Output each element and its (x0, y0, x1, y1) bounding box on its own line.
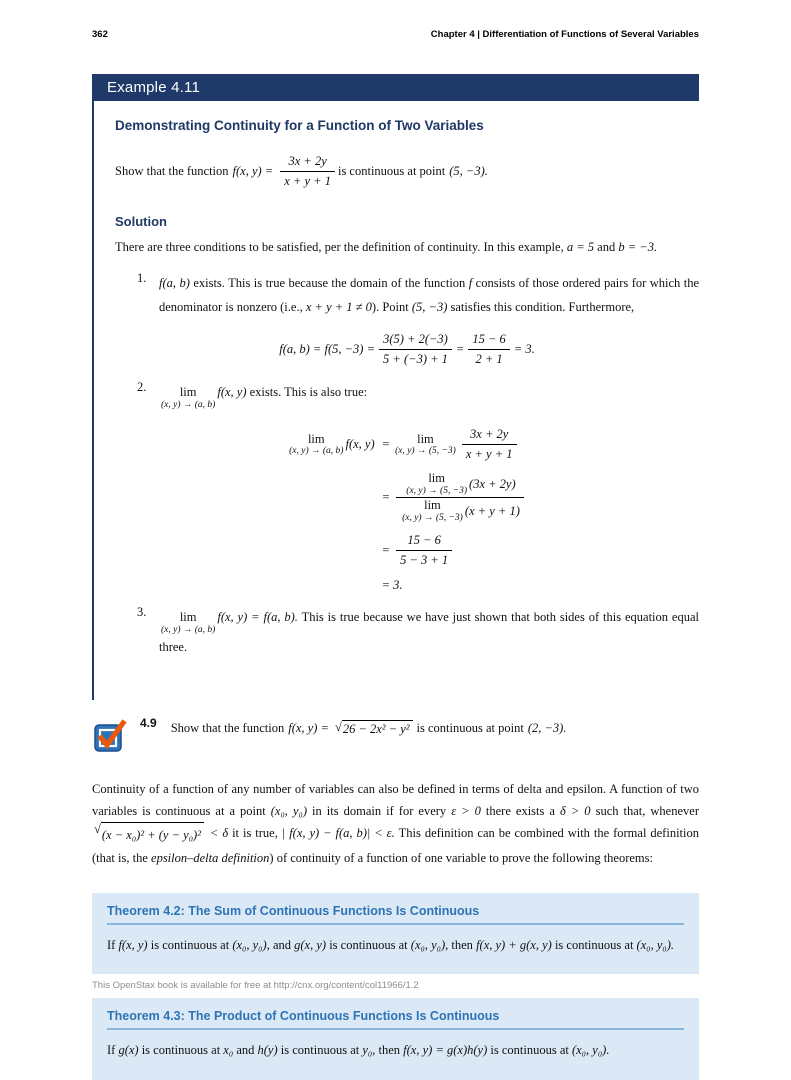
math-run: f(x, y) (118, 937, 148, 952)
text-run: satisfies this condition. Furthermore, (447, 300, 635, 314)
intro-text: is continuous at point (337, 163, 446, 178)
equation-fraction (462, 426, 517, 463)
text-run: consists of those ordered pairs for which the denominator is nonzero (i.e., (159, 275, 700, 314)
math-run: < δ (205, 826, 233, 841)
text-run: This definition can be combined with the formal definition (that is, the (92, 826, 699, 865)
limit-word: lim (424, 498, 441, 513)
intro-text: Show that the function (115, 163, 229, 178)
radical-sign: √ (334, 719, 342, 734)
theorem-title: Theorem 4.2: The Sum of Continuous Functions Is Continuous (107, 904, 684, 925)
limit-subscript: (x, y) → (a, b) (161, 399, 216, 410)
intro-point: (5, −3). (449, 163, 488, 178)
equation-result: = 3. (381, 578, 403, 593)
text-run: exists. This is also true: (246, 385, 368, 400)
intro-function: f(x, y) = (232, 163, 274, 178)
equation-fraction (379, 331, 452, 368)
math-run: ε > 0 (451, 804, 481, 818)
limit-subscript: (x, y) → (5, −3) (406, 485, 468, 496)
item-number: 2. (137, 380, 147, 395)
equation-fraction (396, 532, 452, 569)
item-number: 1. (137, 270, 147, 285)
math-run: f(x, y) (217, 385, 247, 400)
item-text (159, 271, 699, 320)
item-number: 3. (137, 605, 147, 620)
text-run: There are three conditions to be satisfied, per the definition of continuity. In this example, (115, 239, 567, 254)
text-run: Show that the function (170, 720, 285, 735)
equation-right-side (382, 472, 527, 523)
equals-sign: = (381, 543, 391, 558)
page-header (92, 29, 699, 40)
example-banner: Example 4.11 (92, 74, 699, 101)
fraction-numerator: 3x + 2y (280, 153, 335, 172)
limit-word: lim (179, 610, 197, 625)
text-run: and (269, 937, 295, 952)
page-content (92, 74, 699, 1080)
text-run: ) of continuity of a function of one variable to prove the following theorems: (269, 850, 653, 865)
text-run: ). Point (371, 300, 412, 314)
math-run: h(y) (257, 1043, 278, 1058)
fraction-numerator: 3x + 2y (462, 426, 517, 445)
math-run: f(x, y) = (288, 720, 329, 735)
math-run: b = −3. (618, 239, 658, 254)
math-run: (5, −3) (411, 300, 448, 314)
example-title: Demonstrating Continuity for a Function of Two Variables (115, 118, 484, 133)
fraction-numerator (396, 472, 524, 498)
text-run: is continuous at (277, 1043, 363, 1058)
solution-heading: Solution (115, 213, 167, 229)
math-run: f(x, y) = g(x)h(y) (403, 1043, 488, 1058)
math-run: x + y + 1 ≠ 0 (305, 300, 372, 314)
checkpoint-checkbox-icon (92, 718, 128, 754)
limit-word: lim (417, 431, 434, 446)
text-run: is continuous at (487, 1043, 572, 1058)
math-run: f(x, y) (345, 437, 375, 452)
math-run: (2, −3). (527, 720, 567, 735)
text-run: is continuous at point (416, 720, 524, 735)
equals-sign: = (381, 437, 391, 452)
theorem-box-4-2 (92, 893, 699, 975)
fraction-numerator: 15 − 6 (468, 331, 509, 350)
checkpoint-text (171, 720, 571, 737)
fraction-numerator: 15 − 6 (396, 532, 452, 551)
equation-right-side (382, 532, 456, 569)
limit-word: lim (428, 471, 445, 486)
fraction-denominator: 5 + (−3) + 1 (383, 352, 448, 367)
text-run: exists. This is true because the domain of the function (189, 275, 469, 290)
example-body (92, 101, 699, 700)
example-intro (115, 153, 699, 190)
text-run: is continuous at (326, 937, 411, 952)
limit-subscript: (x, y) → (a, b) (289, 446, 344, 457)
limit-equation-block (115, 426, 699, 593)
math-run: f(x, y) = f(a, b). (217, 610, 298, 625)
math-run: f (468, 275, 473, 290)
text-run: then (448, 937, 477, 952)
text-run: This is true because we have just shown that both sides of this equation equal three. (159, 610, 699, 655)
text-run: is continuous at (147, 937, 233, 952)
limit-word: lim (307, 431, 325, 446)
theorem-body (107, 933, 684, 959)
math-run: δ > 0 (559, 804, 591, 818)
item-text (159, 380, 699, 410)
math-run: x₀ (223, 1043, 234, 1058)
limit-stack (402, 499, 463, 523)
equation-fraction (468, 331, 509, 368)
fraction-denominator: 2 + 1 (475, 352, 503, 367)
math-run: (3x + 2y) (469, 476, 516, 491)
fraction-denominator: x + y + 1 (465, 447, 513, 462)
fraction-denominator: 5 − 3 + 1 (400, 553, 449, 568)
item-text (159, 605, 699, 660)
equals-sign: = (455, 342, 465, 357)
limit-stack (161, 611, 215, 635)
page-footer: This OpenStax book is available for free at http://cnx.org/content/col11966/1.2 (92, 980, 419, 991)
equation-rhs: = 3. (513, 342, 535, 357)
limit-subscript: (x, y) → (5, −3) (395, 446, 456, 457)
math-run: (x₀, y₀). (636, 937, 675, 952)
chapter-title: Chapter 4 | Differentiation of Functions of Several Variables (430, 29, 699, 40)
text-run: in its domain if for every (307, 804, 452, 818)
math-run: f(a, b) (159, 275, 190, 290)
math-run: a = 5 (566, 239, 595, 254)
solution-intro (115, 237, 699, 259)
math-run: (x₀, y₀) (270, 804, 308, 818)
equation-lhs: f(a, b) = f(5, −3) = (279, 342, 376, 357)
radicand: 26 − 2x² − y² (342, 720, 413, 737)
math-run: f(x, y) + g(x, y) (476, 937, 552, 952)
limit-stack (395, 433, 456, 457)
math-run: (x₀, y₀). (571, 1043, 610, 1058)
text-run: Continuity of a function of any number of variables can also be defined in terms of delta and epsilon. A function of two variables is continuous at a point (92, 781, 699, 818)
math-run: (x + y + 1) (464, 503, 520, 518)
text-run: If (107, 937, 119, 952)
epsilon-delta-paragraph (92, 778, 699, 869)
limit-subscript: (x, y) → (5, −3) (402, 513, 463, 523)
italic-term: epsilon–delta definition (151, 850, 270, 865)
page-number: 362 (92, 29, 108, 40)
math-run: g(x, y) (294, 937, 327, 952)
text-run: is continuous at (551, 937, 637, 952)
limit-stack (161, 386, 215, 410)
equation-left-side (287, 433, 375, 457)
math-run: g(x) (118, 1043, 139, 1058)
text-run: there exists a (480, 804, 560, 818)
math-run: y₀, (362, 1043, 376, 1058)
equation-fab (115, 331, 699, 368)
equation-right-side (382, 426, 520, 463)
limit-word: lim (179, 385, 197, 400)
math-run: | f(x, y) − f(a, b)| < ε. (281, 826, 395, 841)
fraction-denominator: x + y + 1 (284, 173, 331, 188)
intro-fraction (280, 153, 335, 190)
condition-item-2 (115, 380, 699, 410)
equation-fraction (396, 472, 524, 523)
radical-expression (94, 822, 204, 846)
limit-stack (406, 472, 467, 496)
fraction-denominator (396, 498, 524, 523)
text-run: and (233, 1043, 258, 1058)
text-run: is continuous at (138, 1043, 224, 1058)
radical-expression (335, 720, 413, 737)
math-run: (x₀, y₀), (410, 937, 449, 952)
radicand: (x − x₀)² + (y − y₀)² (101, 822, 204, 846)
checkpoint-number: 4.9 (140, 715, 157, 730)
fraction-numerator: 3(5) + 2(−3) (379, 331, 452, 350)
math-run: (x₀, y₀), (232, 937, 270, 952)
text-run: such that, whenever (590, 804, 699, 818)
theorem-title: Theorem 4.3: The Product of Continuous Functions Is Continuous (107, 1009, 684, 1030)
equals-sign: = (381, 490, 391, 505)
limit-stack (289, 433, 343, 457)
radical-sign: √ (94, 822, 101, 837)
text-run: If (107, 1043, 119, 1058)
checkpoint (92, 716, 699, 754)
text-run: then (375, 1043, 404, 1058)
condition-item-3 (115, 605, 699, 660)
limit-subscript: (x, y) → (a, b) (161, 624, 216, 635)
theorem-box-4-3 (92, 998, 699, 1080)
condition-item-1 (115, 271, 699, 320)
theorem-body (107, 1038, 684, 1064)
equation-right-side (382, 578, 406, 593)
text-run: it is true, (232, 826, 282, 841)
text-run: and (594, 239, 619, 254)
